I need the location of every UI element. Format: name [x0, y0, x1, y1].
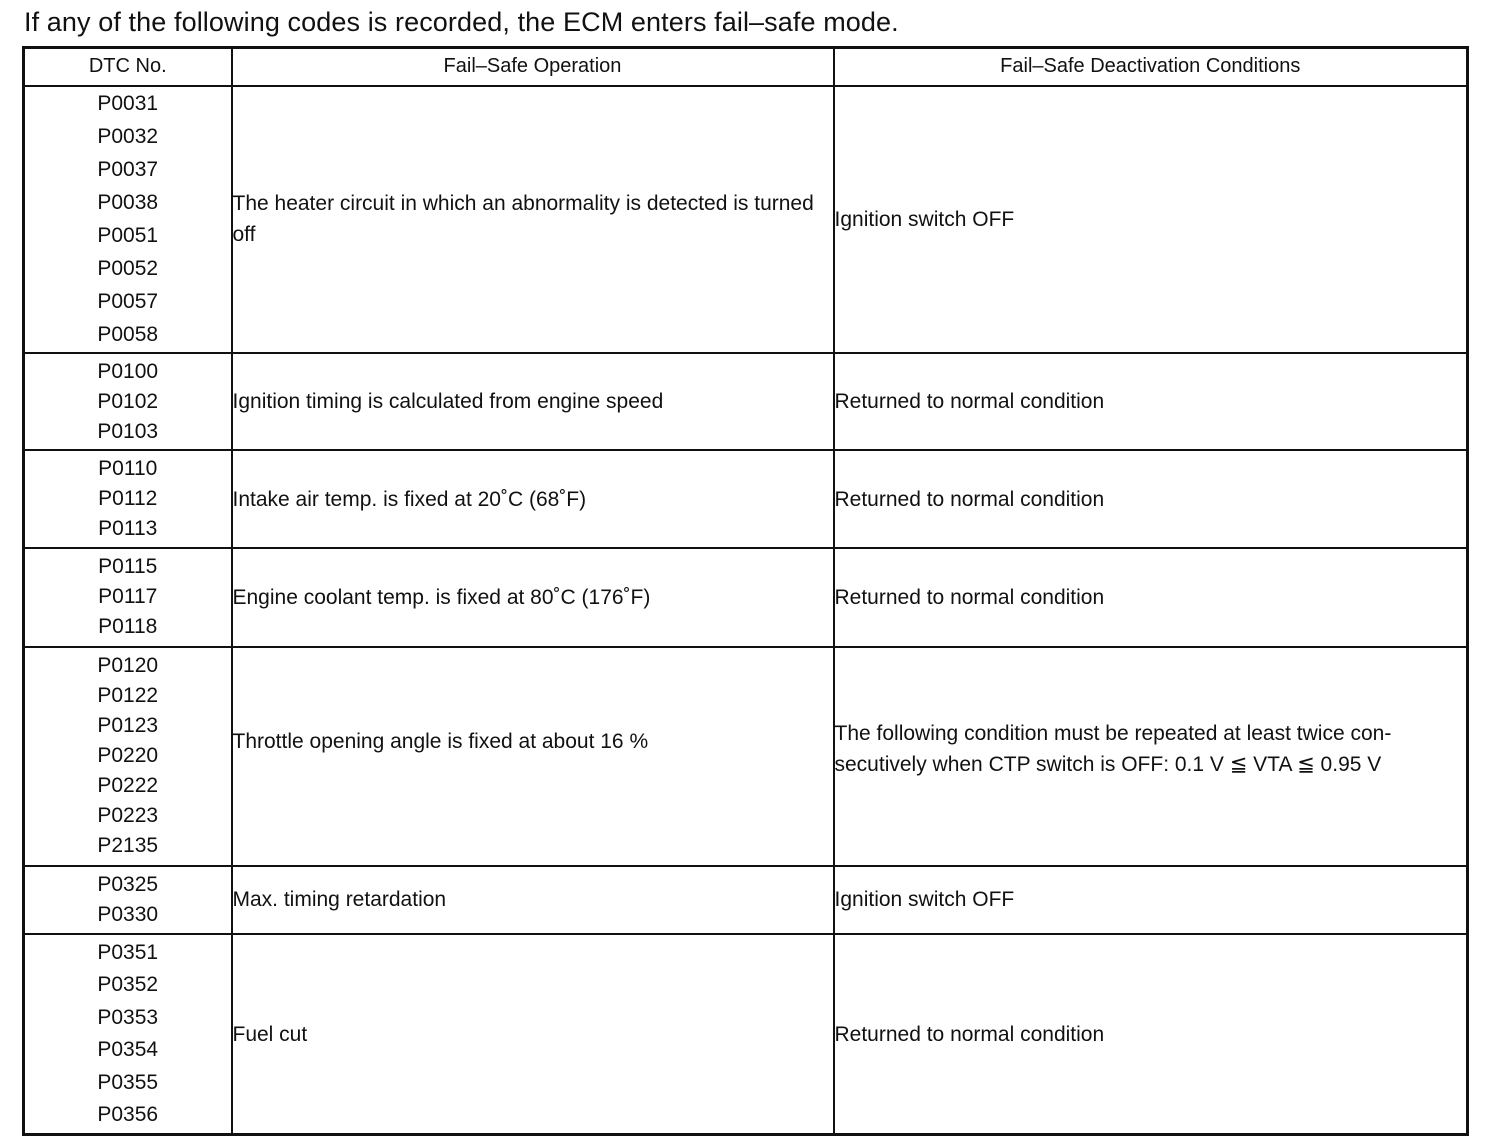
- fail-safe-operation-cell: Ignition timing is calculated from engine speed: [232, 353, 834, 450]
- dtc-code: P0112: [98, 487, 158, 511]
- deactivation-condition-cell: Returned to normal condition: [834, 548, 1468, 646]
- deactivation-condition-cell: Ignition switch OFF: [834, 86, 1468, 354]
- table-row: [24, 866, 1468, 934]
- fail-safe-operation-cell: Max. timing retardation: [232, 866, 834, 934]
- dtc-code: P0353: [97, 1005, 159, 1029]
- dtc-codes-cell: [24, 866, 232, 934]
- dtc-code: P0356: [97, 1103, 159, 1127]
- table-row: [24, 548, 1468, 646]
- table-header-row: [24, 48, 1468, 86]
- dtc-code: P0352: [97, 973, 159, 997]
- dtc-code: P0117: [98, 585, 158, 609]
- dtc-code: P0115: [98, 555, 158, 579]
- dtc-code: P0120: [97, 654, 159, 678]
- dtc-code: P0351: [97, 940, 159, 964]
- deactivation-condition-cell: Ignition switch OFF: [834, 866, 1468, 934]
- dtc-codes-cell: [24, 548, 232, 646]
- header-fail-safe-operation: Fail–Safe Operation: [232, 48, 834, 86]
- dtc-code: P0100: [97, 359, 159, 383]
- dtc-code: P2135: [97, 834, 159, 858]
- dtc-code: P0103: [97, 419, 159, 443]
- header-deactivation-conditions: Fail–Safe Deactivation Conditions: [834, 48, 1468, 86]
- dtc-code: P0058: [97, 323, 159, 347]
- table-row: [24, 86, 1468, 354]
- deactivation-condition-cell: Returned to normal condition: [834, 934, 1468, 1134]
- dtc-codes-cell: [24, 450, 232, 548]
- dtc-code: P0220: [97, 744, 159, 768]
- dtc-code: P0118: [98, 615, 158, 639]
- dtc-code: P0032: [97, 125, 159, 149]
- fail-safe-operation-cell: Fuel cut: [232, 934, 834, 1134]
- header-dtc-no: DTC No.: [24, 48, 232, 86]
- table-row: [24, 647, 1468, 866]
- dtc-code: P0330: [97, 902, 159, 926]
- dtc-code: P0122: [97, 684, 159, 708]
- dtc-code: P0052: [97, 257, 159, 281]
- deactivation-condition-cell: Returned to normal condition: [834, 353, 1468, 450]
- deactivation-condition-cell: The following condition must be repeated at least twice con-secutively when CTP switch is OFF: 0.1 V ≦ VTA ≦ 0.95 V: [834, 647, 1468, 866]
- dtc-code: P0355: [97, 1070, 159, 1094]
- fail-safe-operation-cell: Engine coolant temp. is fixed at 80˚C (176˚F): [232, 548, 834, 646]
- dtc-code: P0223: [97, 804, 159, 828]
- dtc-code: P0037: [97, 158, 159, 182]
- table-row: [24, 353, 1468, 450]
- dtc-code: P0038: [97, 191, 159, 215]
- dtc-codes-cell: [24, 934, 232, 1134]
- fail-safe-table: [22, 46, 1469, 1136]
- fail-safe-operation-cell: Throttle opening angle is fixed at about 16 %: [232, 647, 834, 866]
- dtc-codes-cell: [24, 353, 232, 450]
- dtc-code: P0123: [97, 714, 159, 738]
- dtc-code: P0102: [97, 389, 159, 413]
- table-row: [24, 450, 1468, 548]
- fail-safe-operation-cell: The heater circuit in which an abnormality is detected is turned off: [232, 86, 834, 354]
- fail-safe-operation-cell: Intake air temp. is fixed at 20˚C (68˚F): [232, 450, 834, 548]
- dtc-code: P0031: [97, 92, 159, 116]
- dtc-codes-cell: [24, 647, 232, 866]
- dtc-code: P0222: [97, 774, 159, 798]
- dtc-code: P0057: [97, 290, 159, 314]
- dtc-code: P0113: [98, 517, 158, 541]
- intro-text: If any of the following codes is recorded, the ECM enters fail–safe mode.: [24, 7, 899, 37]
- dtc-codes-cell: [24, 86, 232, 354]
- dtc-code: P0051: [97, 224, 159, 248]
- dtc-code: P0325: [97, 872, 159, 896]
- deactivation-condition-cell: Returned to normal condition: [834, 450, 1468, 548]
- table-row: [24, 934, 1468, 1134]
- dtc-code: P0110: [98, 457, 158, 481]
- dtc-code: P0354: [97, 1038, 159, 1062]
